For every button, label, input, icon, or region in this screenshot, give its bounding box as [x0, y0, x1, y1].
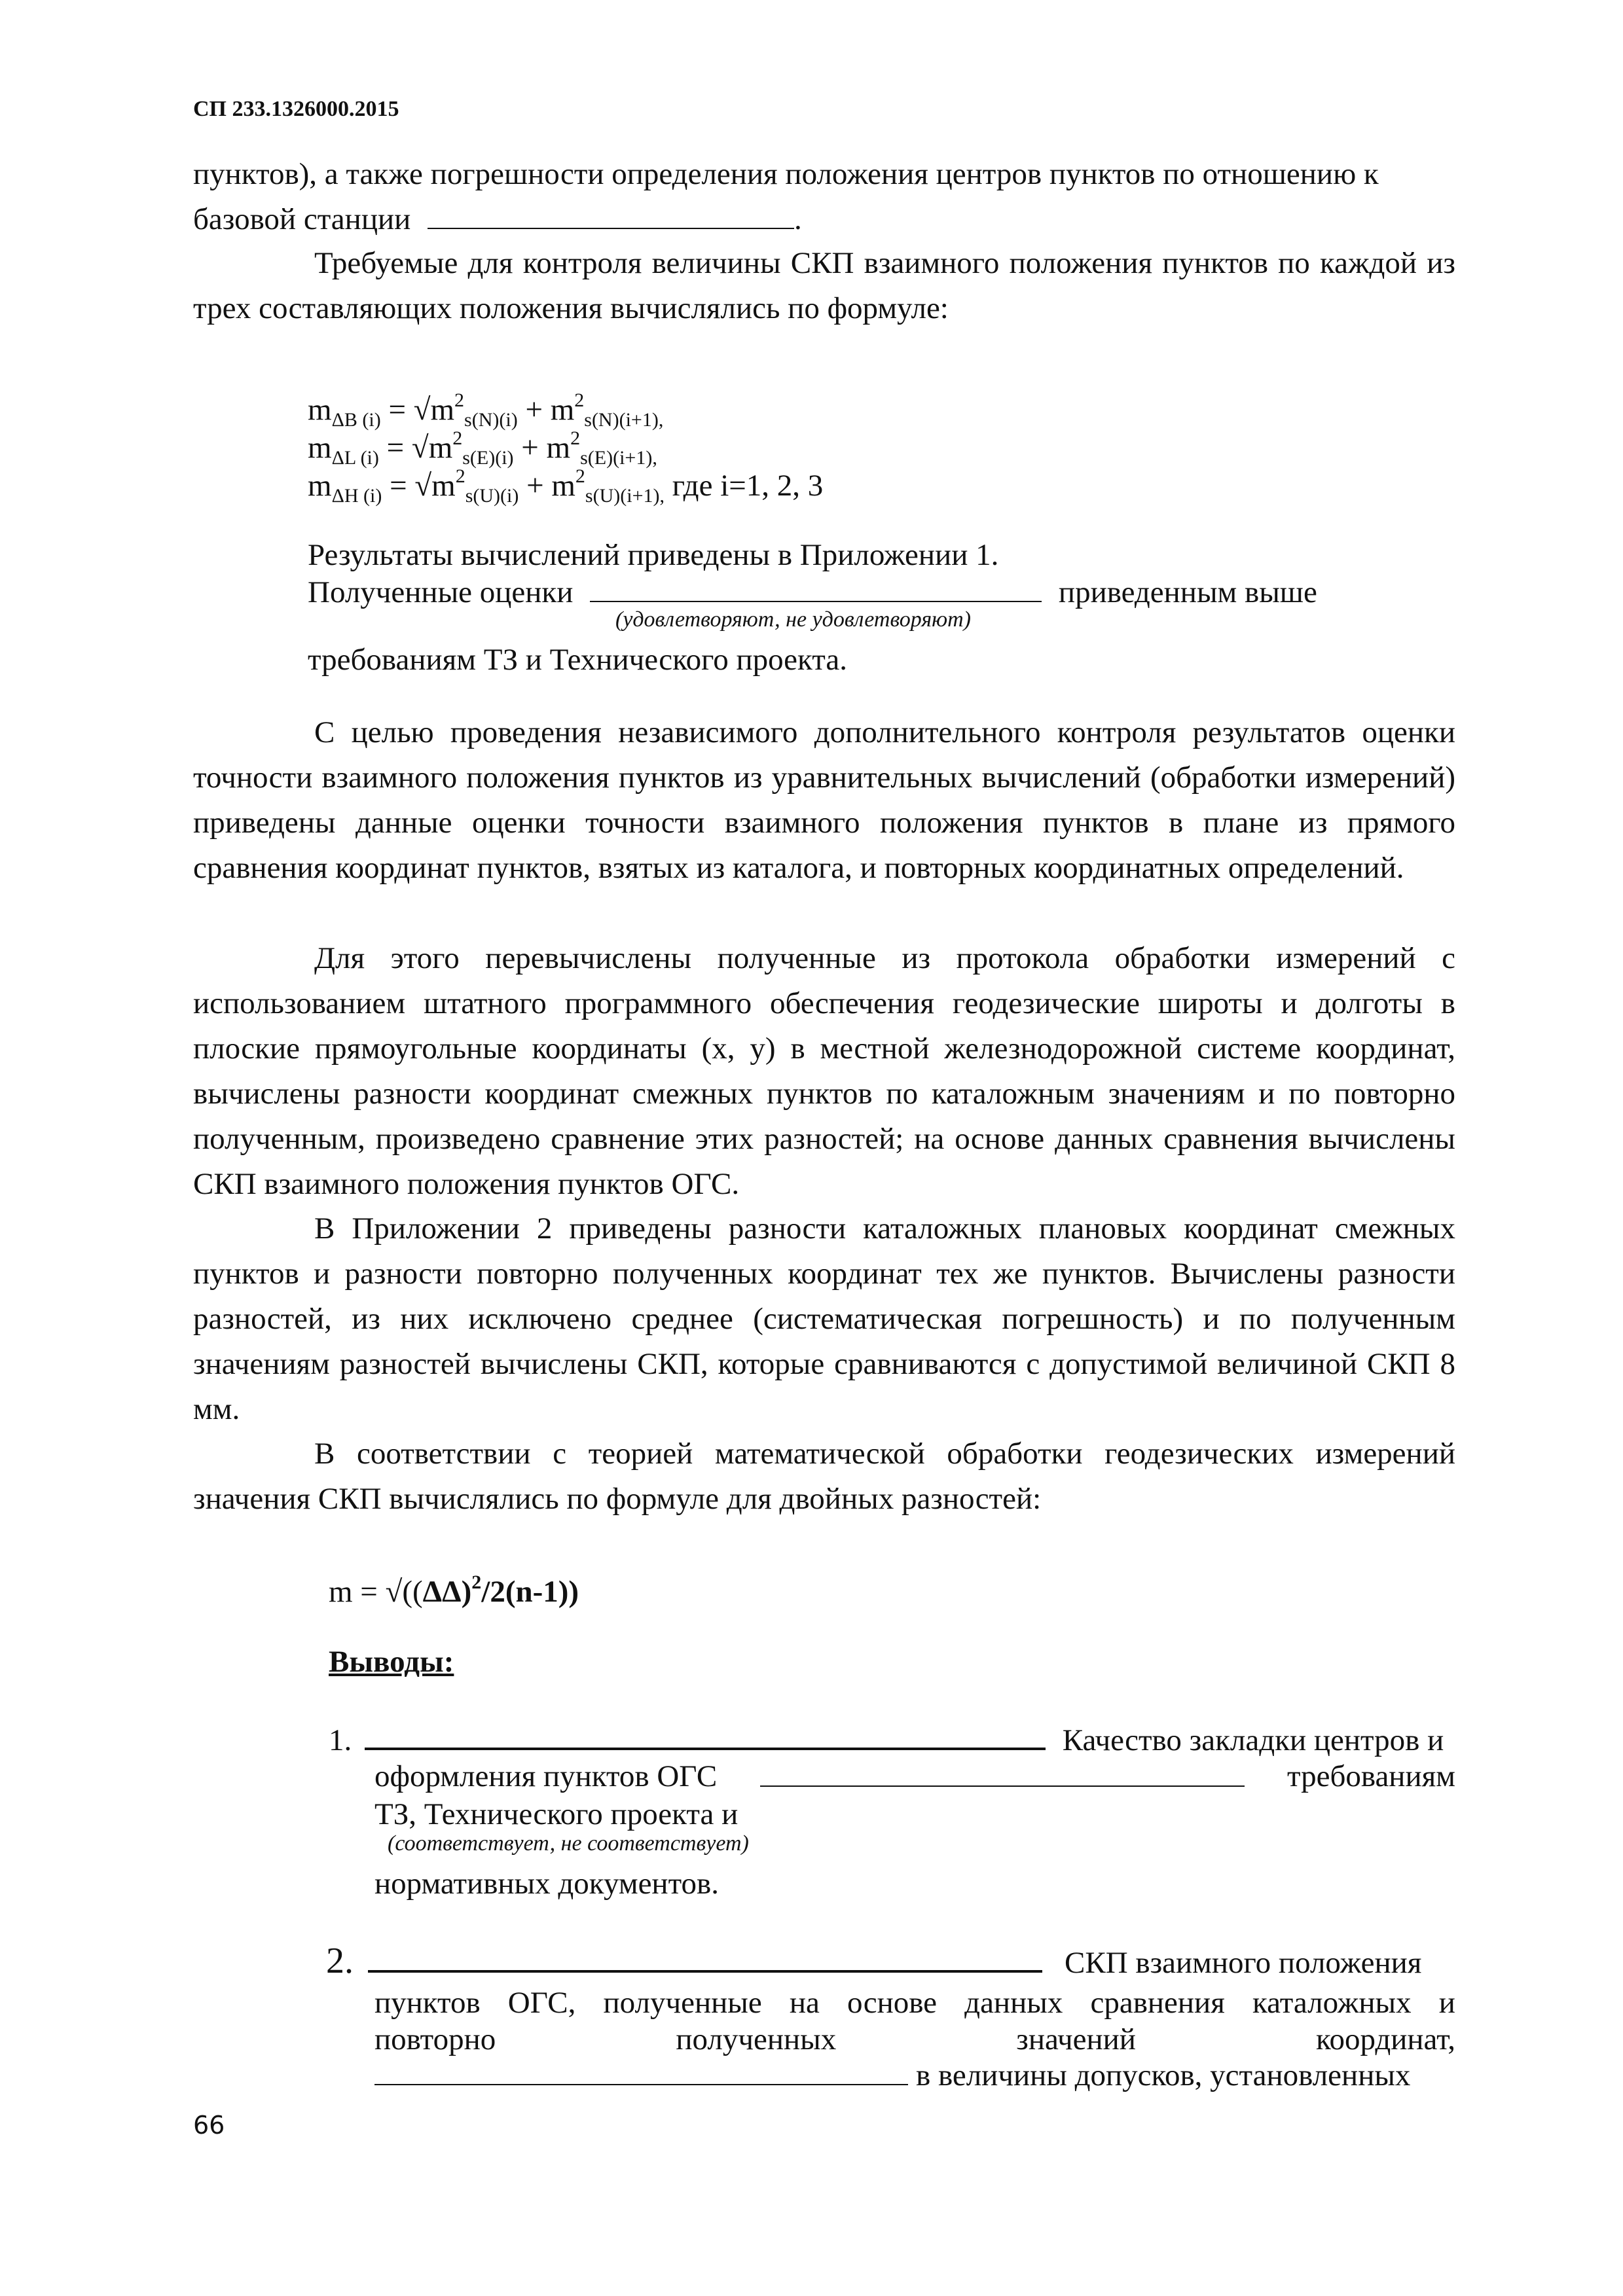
formula-sub: ΔH (i): [331, 485, 382, 507]
intro-text-1: пунктов), а также погрешности определения положения центров пунктов по отношению к: [193, 157, 1379, 191]
blank-field-conclusion-1-compliance[interactable]: [760, 1757, 1245, 1787]
conclusion-word: значений: [1016, 2022, 1136, 2056]
blank-field-base-station[interactable]: [428, 199, 794, 229]
conclusion-number: 2.: [326, 1941, 354, 1981]
formula-sup: 2: [471, 1571, 482, 1593]
paragraph-required: Требуемые для контроля величины СКП взаимного положения пунктов по каждой из трех составляющих положения вычислялись по формуле:: [193, 246, 1455, 325]
formula-sub: ΔB (i): [331, 409, 381, 431]
conclusion-1-line-4: нормативных документов.: [374, 1867, 719, 1901]
conclusion-word: повторно: [374, 2022, 496, 2056]
formula-text: m: [308, 393, 332, 427]
results-line-3: требованиям ТЗ и Технического проекта.: [308, 643, 847, 677]
results-text: приведенным выше: [1058, 575, 1317, 609]
results-line-2: [308, 572, 1317, 612]
conclusion-text: Качество закладки центров и: [1062, 1723, 1444, 1757]
formula-sup: 2: [575, 465, 585, 487]
formula-text: m = √((: [329, 1575, 423, 1609]
formula-text: где i=1, 2, 3: [664, 469, 824, 503]
document-code-header: СП 233.1326000.2015: [193, 97, 399, 121]
results-text: Полученные оценки: [308, 575, 574, 609]
formula-sub: s(E)(i+1),: [580, 447, 657, 469]
blank-field-conclusion-2[interactable]: [368, 1939, 1042, 1973]
formula-text: /2(n-1)): [481, 1575, 579, 1609]
hint-satisfy-options: (удовлетворяют, не удовлетворяют): [615, 607, 971, 632]
formula-sub: s(U)(i): [465, 485, 519, 507]
paragraph-purpose: С целью проведения независимого дополнительного контроля результатов оценки точности взаимного положения пунктов из уравнительных вычислений (обработки измерений) приведены данные оценки точности взаимного положения пунктов в плане из прямого сравнения координат пунктов, взятых из каталога, и повторных координатных определений.: [193, 715, 1455, 885]
formula-text: + m: [513, 431, 571, 465]
results-line-1: Результаты вычислений приведены в Приложении 1.: [308, 538, 999, 572]
formula-sub: s(N)(i+1),: [584, 409, 664, 431]
conclusion-2-line-3: [374, 2020, 1455, 2059]
conclusion-text: требованиям: [1286, 1759, 1455, 1793]
formula-text: = √m: [382, 469, 456, 503]
formula-sup: 2: [574, 389, 585, 411]
conclusion-word: основе: [847, 1986, 938, 2020]
formula-sub: s(N)(i): [464, 409, 518, 431]
intro-line-2: [193, 199, 802, 239]
formula-sup: 2: [454, 389, 465, 411]
conclusion-word: полученных: [676, 2022, 837, 2056]
paragraph-theory: В соответствии с теорией математической обработки геодезических измерений значения СКП вычислялись по формуле для двойных разностей:: [193, 1437, 1455, 1516]
formula-sup: 2: [455, 465, 465, 487]
paragraph-appendix-2: В Приложении 2 приведены разности каталожных плановых координат смежных пунктов и разности повторно полученных координат тех же пунктов. Вычислены разности разностей, из них исключено среднее (систематическая погрешность) и по полученным значениям разностей вычислены СКП, которые сравниваются с допустимой величиной СКП 8 мм.: [193, 1211, 1455, 1426]
formula-text: = √m: [378, 431, 453, 465]
formula-double-difference: [329, 1563, 579, 1611]
formula-text: ΔΔ): [422, 1575, 472, 1609]
formula-text: m: [308, 469, 332, 503]
conclusions-heading: Выводы:: [329, 1645, 454, 1679]
conclusion-word: сравнения: [1090, 1986, 1225, 2020]
paragraph-recalculation: Для этого перевычислены полученные из протокола обработки измерений с использованием штатного программного обеспечения геодезические широты и долготы в плоские прямоугольные координаты (x, y) в местной железнодорожной системе координат, вычислены разности координат смежных пунктов по каталожным значениям и по повторно полученным, произведено сравнение этих разностей; на основе данных сравнения вычислены СКП взаимного положения пунктов ОГС.: [193, 941, 1455, 1201]
intro-text-2: базовой станции: [193, 202, 411, 236]
blank-field-assessment[interactable]: [590, 572, 1042, 602]
conclusion-word: каталожных: [1252, 1986, 1412, 2020]
conclusion-2-line-2: [374, 1983, 1455, 2022]
formula-text: m: [308, 431, 332, 465]
intro-line-2-period: .: [794, 202, 802, 236]
conclusion-number: 1.: [329, 1723, 352, 1757]
formula-sub: ΔL (i): [331, 447, 379, 469]
formula-text: + m: [519, 469, 575, 503]
conclusion-word: координат,: [1316, 2022, 1455, 2056]
conclusion-1-line-3: ТЗ, Технического проекта и: [374, 1797, 739, 1831]
blank-field-conclusion-2-compliance[interactable]: [374, 2055, 908, 2085]
conclusion-word: пунктов: [374, 1986, 481, 2020]
conclusion-text: в величины допусков, установленных: [916, 2058, 1411, 2092]
conclusion-word: на: [789, 1986, 820, 2020]
formula-text: + m: [517, 393, 575, 427]
formula-sub: s(U)(i+1),: [585, 485, 665, 507]
conclusion-2-line-1: [326, 1939, 1421, 1982]
formula-text: = √m: [380, 393, 455, 427]
hint-compliance-options: (соответствует, не соответствует): [388, 1831, 749, 1856]
conclusion-text: оформления пунктов ОГС: [374, 1759, 718, 1793]
conclusion-2-line-4: [374, 2055, 1410, 2095]
formula-mH: [308, 457, 823, 516]
page-number: 66: [193, 2111, 225, 2140]
formula-sup: 2: [570, 427, 581, 449]
intro-line-1: [193, 154, 1455, 194]
conclusion-word: ОГС,: [507, 1986, 576, 2020]
conclusion-word: полученные: [603, 1986, 762, 2020]
blank-field-conclusion-1[interactable]: [365, 1719, 1046, 1750]
conclusion-word: данных: [964, 1986, 1063, 2020]
conclusion-text: СКП взаимного положения: [1065, 1946, 1422, 1980]
formula-sub: s(E)(i): [462, 447, 514, 469]
conclusion-1-line-2: [374, 1757, 1455, 1796]
conclusion-1-line-1: [329, 1719, 1444, 1760]
formula-sup: 2: [452, 427, 463, 449]
conclusion-word: и: [1438, 1986, 1455, 2020]
